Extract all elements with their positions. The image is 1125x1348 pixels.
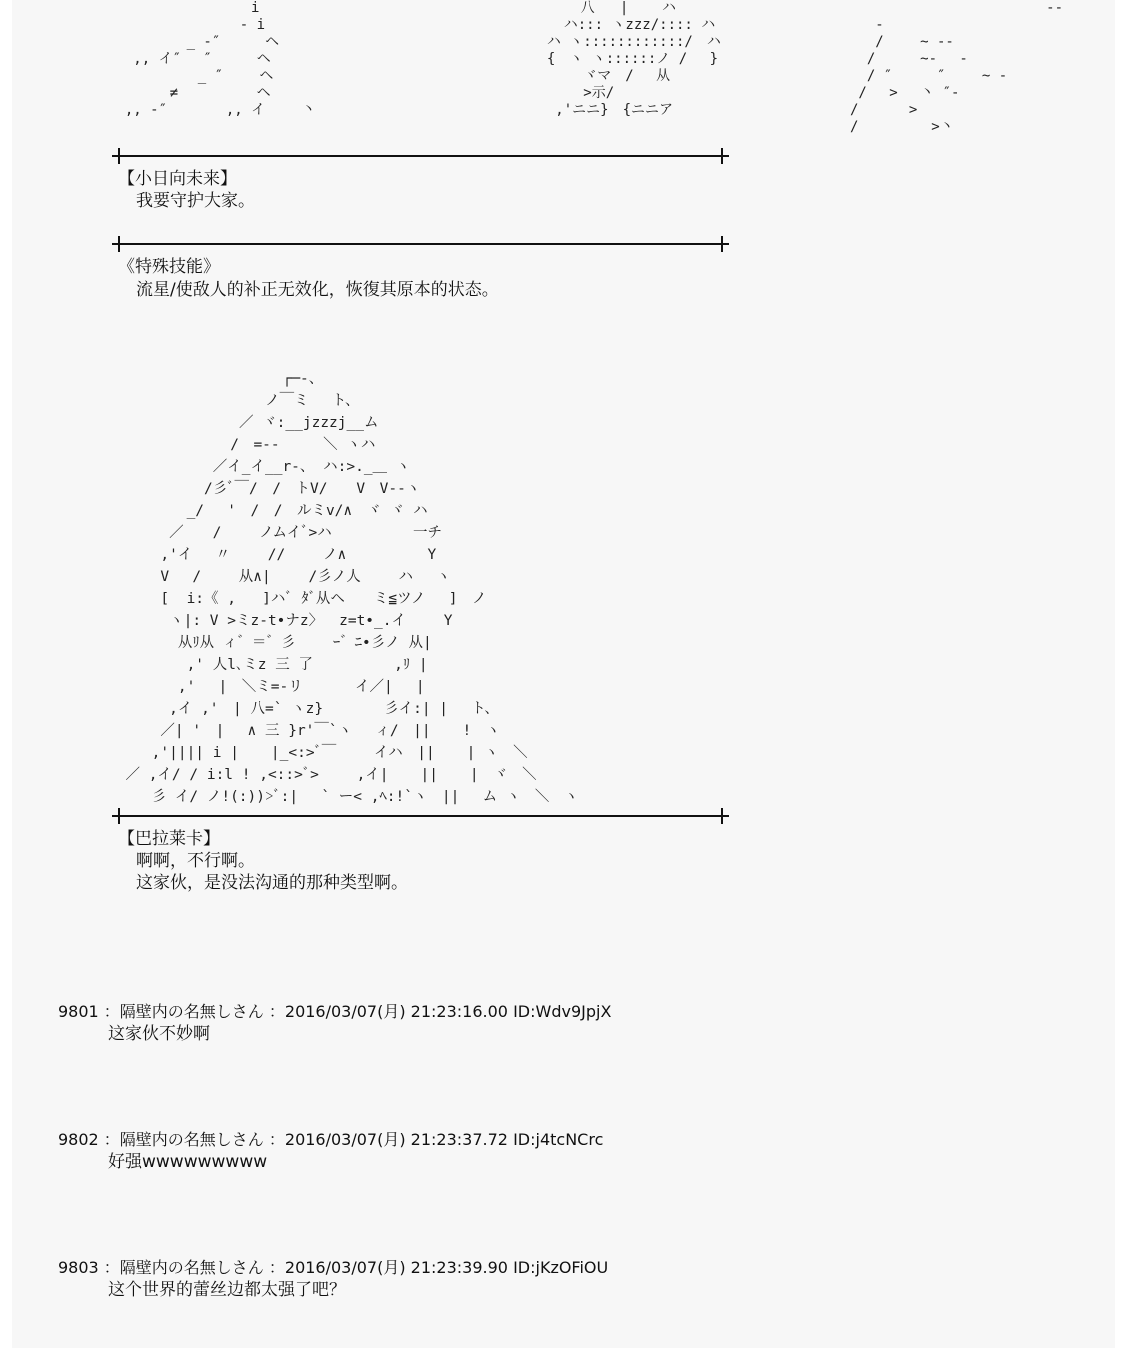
dialogue-line: 啊啊，不行啊。 — [136, 851, 255, 871]
speaker-name: 【巴拉莱卡】 — [118, 829, 220, 849]
post-header: 9802 ：隔壁内の名無しさん ：2016/03/07(月) 21:23:37.72 ID:j4tcNCrc — [58, 1130, 604, 1149]
ascii-art-figure: ┌─-、 ノ￣ミ ト、 ／ ヾ:__jzzzj__ム / =-‐ ＼ ヽハ ／イ_イ__r‐、 ハ:>._＿ ヽ /彡ﾞ￣/ / トV/ V V‐-ヽ _/ ' / / ルミv/∧ ヾ ヾ ハ ／ / ノムイﾞ>ハ 一チ ,'イ 〃 // ノ∧ Y V / 从∧| /彡ノ人 ハ ヽ [ i:《 , ]ハﾞ ﾀﾞ从ヘ ミ≦ツノ ] ノ ヽ|: V >ミz-t•ナz〉 z=t•_.イ Y 从ﾘ从 ィ゛＝゛彡 ｰ゛ﾆ•彡ノ 从| ,' 人l､ミz 三 了 ,ﾘ | ,' | ＼ミ=-リ イ／| | ,イ ,' | 八=` ヽz} 彡イ:| | ト、 ／| ' | ∧ 三 }r'￣`ヽ ィ/ || ! ヽ ,'|||| i | |_<:>ﾞ￣ イハ || | ヽ ＼ ／ ,イ/ / i:l ! ,<::>ﾞ> ,イ| || | ヾ ＼ 彡 イ/ ノ!(:))>ﾞ:| ` ー< ,ﾍ:!`ヽ || ム ヽ ＼ ヽ — [125, 371, 579, 805]
ascii-art-top-right: ￣ ￣ -- - / ~ -- / ~- - / ″ ″ ~ - / > 丶 ″- / > / >丶 — [850, 0, 1064, 135]
post-body: 这个世界的蕾丝边都太强了吧？ — [108, 1280, 346, 1300]
skill-title: 《特殊技能》 — [118, 257, 220, 277]
dialogue-line: 这家伙，是没法沟通的那种类型啊。 — [136, 873, 408, 893]
post-header: 9801 ：隔壁内の名無しさん ：2016/03/07(月) 21:23:16.00 ID:Wdv9JpjX — [58, 1002, 612, 1021]
divider-rule — [112, 243, 729, 245]
divider-rule — [112, 815, 729, 817]
post-body: 好强wwwwwwwww — [108, 1152, 268, 1172]
post-body: 这家伙不妙啊 — [108, 1024, 210, 1044]
ascii-art-top-left: ￣ i - i _ -″ ヘ ,, イ″ ″ ヘ _ ″ ヘ ≠ ヘ ,, -″ ,, イ 丶 — [124, 0, 316, 118]
dialogue-line: 我要守护大家。 — [136, 191, 255, 211]
speaker-name: 【小日向未来】 — [118, 169, 237, 189]
divider-rule — [112, 155, 729, 157]
post-header: 9803 ：隔壁内の名無しさん ：2016/03/07(月) 21:23:39.90 ID:jKzOFiOU — [58, 1258, 609, 1277]
skill-description: 流星/使敌人的补正无效化，恢復其原本的状态。 — [136, 280, 499, 300]
ascii-art-top-middle: 八 | ハ ハ::: ヽzzz/:::: ハ ハ ヽ::::::::::::/ ハ { ヽ ヽ::::::ノ / } ヾマ / 从 >示/ ,'ニニ} {ニニア — [546, 0, 721, 118]
